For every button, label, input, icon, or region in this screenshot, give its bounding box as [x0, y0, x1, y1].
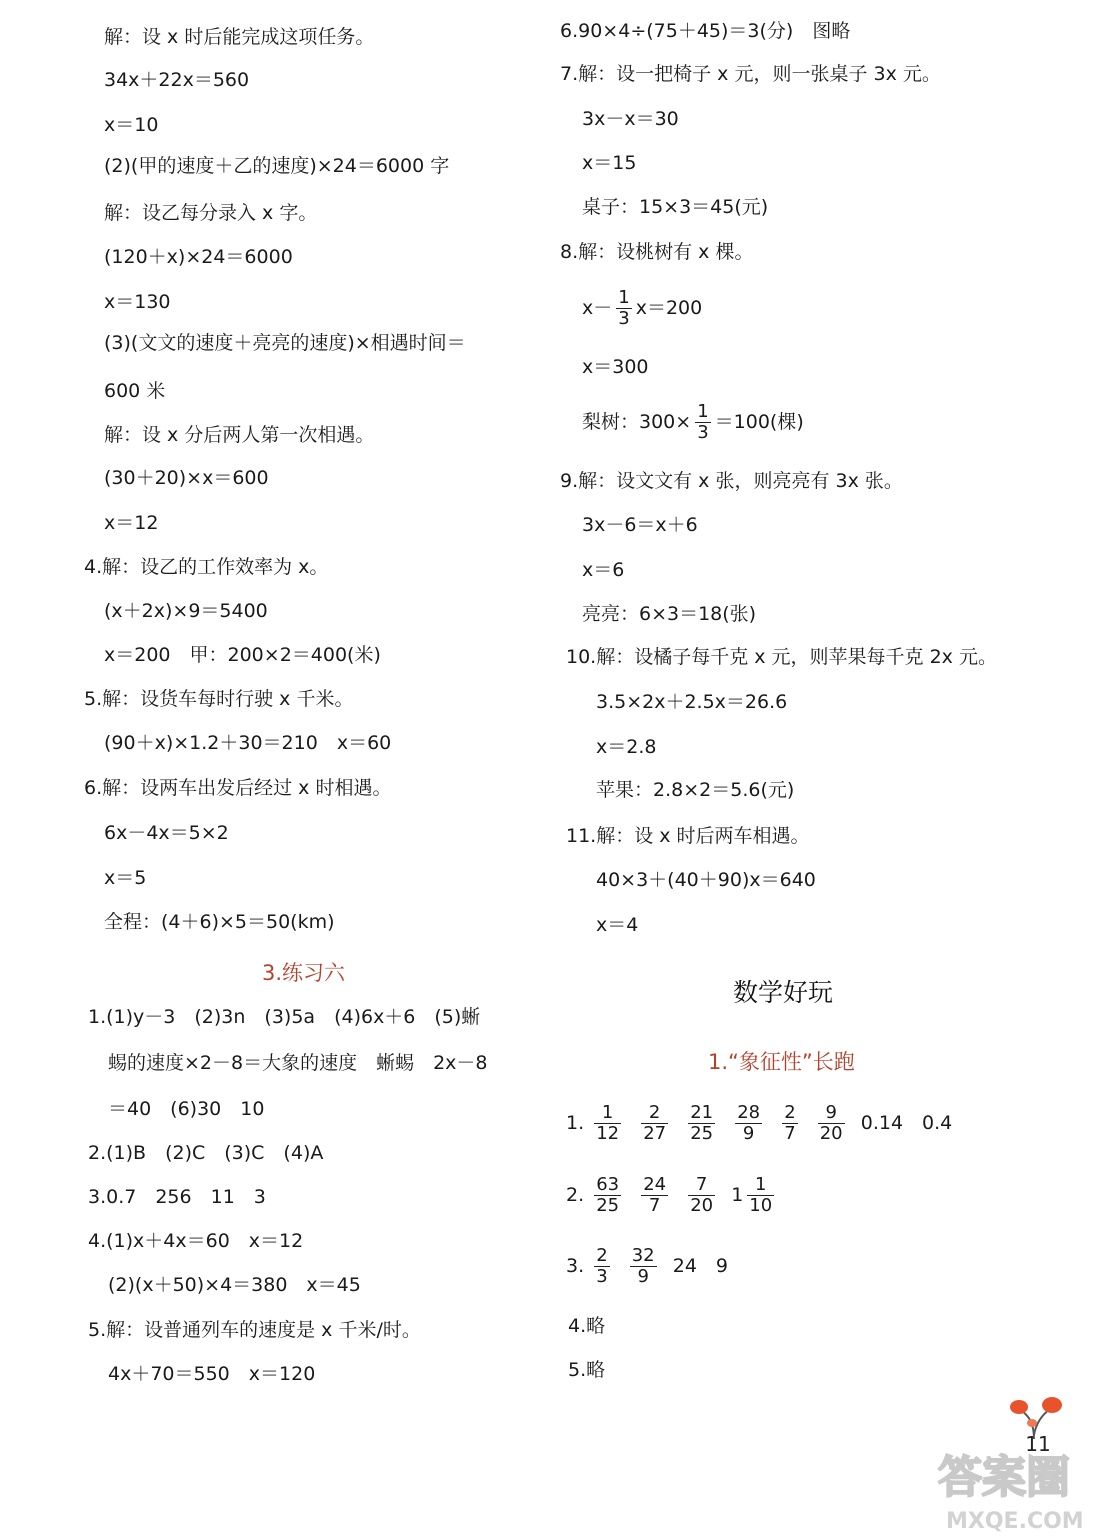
text-line: 解：设 x 分后两人第一次相遇。 — [104, 424, 375, 446]
fraction — [594, 1175, 621, 1216]
numerator: 24 — [643, 1174, 667, 1195]
fraction — [594, 1103, 621, 1144]
item-number: 1. — [566, 1112, 585, 1134]
answer-row-1 — [566, 1098, 952, 1148]
fraction — [641, 1103, 668, 1144]
text-line: 6x－4x＝5×2 — [104, 822, 229, 844]
text-line-fraction — [582, 286, 702, 330]
text-line: 11.解：设 x 时后两车相遇。 — [566, 825, 810, 847]
text-line: x＝6 — [582, 559, 625, 581]
text-line: 6.解：设两车出发后经过 x 时相遇。 — [84, 777, 392, 799]
whole-number: 1 — [731, 1184, 744, 1206]
denominator: 10 — [749, 1195, 773, 1216]
watermark-text: 答案圈 — [938, 1452, 1070, 1503]
text-line: (30＋20)×x＝600 — [104, 467, 269, 489]
text-line: 40×3＋(40＋90)x＝640 — [596, 869, 816, 891]
denominator: 27 — [643, 1123, 667, 1144]
text-line: 10.解：设橘子每千克 x 元，则苹果每千克 2x 元。 — [566, 646, 997, 668]
denominator: 7 — [784, 1123, 796, 1144]
denominator: 3 — [596, 1266, 608, 1287]
fraction — [747, 1175, 774, 1216]
section-heading: 1.“象征性”长跑 — [708, 1050, 855, 1074]
text-line: (90＋x)×1.2＋30＝210 x＝60 — [104, 732, 392, 754]
text-line: 3.0.7 256 11 3 — [88, 1186, 266, 1208]
text-line: 苹果：2.8×2＝5.6(元) — [596, 779, 795, 801]
text-line: x＝2.8 — [596, 736, 657, 758]
text-line: 全程：(4＋6)×5＝50(km) — [104, 911, 335, 933]
text-line: 3x－6＝x＋6 — [582, 514, 698, 536]
text-line: 桌子：15×3＝45(元) — [582, 196, 769, 218]
denominator: 9 — [637, 1266, 649, 1287]
text-line: x＝10 — [104, 114, 159, 136]
text-line: 4x＋70＝550 x＝120 — [108, 1363, 316, 1385]
numerator: 21 — [690, 1102, 714, 1123]
fraction — [641, 1175, 668, 1216]
text-line: 2.(1)B (2)C (3)C (4)A — [88, 1142, 324, 1164]
text-line: (3)(文文的速度＋亮亮的速度)×相遇时间＝ — [104, 332, 466, 354]
text-line: 1.(1)y－3 (2)3n (3)5a (4)6x＋6 (5)蜥 — [88, 1006, 481, 1028]
text-line: 600 米 — [104, 380, 166, 402]
fraction — [818, 1103, 845, 1144]
fraction — [735, 1103, 762, 1144]
text: x－ — [582, 297, 613, 319]
text-line: 3x－x＝30 — [582, 108, 679, 130]
text-line: 9.解：设文文有 x 张，则亮亮有 3x 张。 — [560, 470, 903, 492]
text: 24 9 — [672, 1255, 728, 1277]
denominator: 12 — [596, 1123, 620, 1144]
numerator: 9 — [818, 1103, 845, 1124]
text: 0.14 0.4 — [860, 1112, 953, 1134]
numerator: 1 — [747, 1175, 774, 1196]
text-line: 7.解：设一把椅子 x 元，则一张桌子 3x 元。 — [560, 63, 941, 85]
text-line: 3.5×2x＋2.5x＝26.6 — [596, 691, 788, 713]
text-line: (x＋2x)×9＝5400 — [104, 600, 268, 622]
text-line: x＝4 — [596, 914, 639, 936]
text-line: 解：设乙每分录入 x 字。 — [104, 202, 318, 224]
text-line: 34x＋22x＝560 — [104, 69, 250, 91]
numerator: 1 — [697, 401, 709, 422]
denominator: 3 — [697, 422, 709, 443]
denominator: 3 — [618, 308, 630, 329]
text-line: ＝40 (6)30 10 — [108, 1098, 265, 1120]
text-line: (2)(甲的速度＋乙的速度)×24＝6000 字 — [104, 155, 450, 177]
denominator: 20 — [819, 1123, 843, 1144]
text-line: 5.解：设货车每时行驶 x 千米。 — [84, 688, 354, 710]
text-line: 4.略 — [568, 1315, 606, 1337]
text-line: x＝12 — [104, 512, 159, 534]
fraction — [688, 1175, 715, 1216]
text-line: 亮亮：6×3＝18(张) — [582, 603, 757, 625]
denominator: 25 — [690, 1123, 714, 1144]
text-line: x＝5 — [104, 867, 147, 889]
numerator: 2 — [784, 1102, 796, 1123]
text-line: x＝15 — [582, 152, 637, 174]
numerator: 2 — [596, 1245, 608, 1266]
numerator: 1 — [618, 287, 630, 308]
fraction — [688, 1103, 715, 1144]
text: 梨树：300× — [582, 411, 692, 433]
watermark-logo — [934, 1440, 1098, 1536]
denominator: 9 — [742, 1123, 755, 1144]
denominator: 20 — [690, 1195, 714, 1216]
numerator: 2 — [641, 1103, 668, 1124]
numerator: 1 — [594, 1103, 621, 1124]
text-line: (120＋x)×24＝6000 — [104, 246, 293, 268]
text-line: 解：设 x 时后能完成这项任务。 — [104, 26, 375, 48]
section-title: 数学好玩 — [733, 978, 834, 1007]
text-line: 4.解：设乙的工作效率为 x。 — [84, 556, 329, 578]
fraction — [782, 1103, 797, 1144]
answer-row-2 — [566, 1170, 778, 1220]
text-line: (2)(x＋50)×4＝380 x＝45 — [108, 1274, 361, 1296]
page-number: 11 — [1025, 1432, 1051, 1456]
answer-row-3 — [566, 1241, 728, 1291]
text-line: 8.解：设桃树有 x 棵。 — [560, 241, 754, 263]
denominator: 25 — [596, 1195, 620, 1216]
numerator: 63 — [596, 1174, 620, 1195]
numerator: 32 — [631, 1245, 655, 1266]
numerator: 7 — [688, 1175, 715, 1196]
numerator: 28 — [737, 1102, 761, 1123]
text-line: 5.解：设普通列车的速度是 x 千米/时。 — [88, 1319, 421, 1341]
watermark-logo-icon — [934, 1440, 1098, 1536]
text-line: x＝300 — [582, 356, 649, 378]
text-line: 4.(1)x＋4x＝60 x＝12 — [88, 1230, 304, 1252]
text-line: 6.90×4÷(75＋45)＝3(分) 图略 — [560, 20, 851, 42]
fraction — [695, 402, 710, 443]
text-line-fraction — [582, 400, 804, 444]
fraction — [630, 1246, 657, 1287]
text-line: x＝200 甲：200×2＝400(米) — [104, 644, 381, 666]
fraction — [616, 288, 631, 329]
fraction — [594, 1246, 609, 1287]
text-line: x＝130 — [104, 291, 171, 313]
text-line: 蜴的速度×2－8＝大象的速度 蜥蜴 2x－8 — [108, 1052, 488, 1074]
item-number: 3. — [566, 1255, 585, 1277]
item-number: 2. — [566, 1184, 585, 1206]
watermark-url: MXQE.COM — [946, 1509, 1084, 1534]
text-line: 5.略 — [568, 1359, 606, 1381]
denominator: 7 — [648, 1195, 661, 1216]
text: ＝100(棵) — [714, 411, 804, 433]
text: x＝200 — [635, 297, 703, 319]
section-heading: 3.练习六 — [262, 961, 346, 985]
